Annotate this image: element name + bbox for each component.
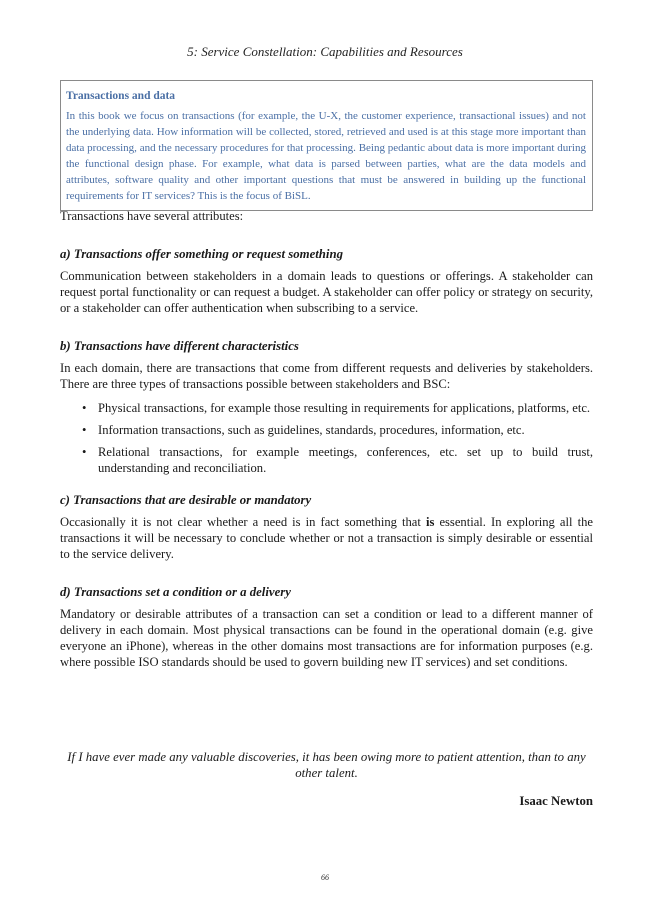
running-header: 5: Service Constellation: Capabilities and Resources bbox=[187, 44, 463, 59]
bullet-icon: • bbox=[82, 423, 87, 437]
section-c bbox=[60, 492, 593, 562]
bullet-icon: • bbox=[82, 445, 87, 459]
section-b bbox=[60, 338, 593, 476]
section-body bbox=[60, 514, 593, 562]
section-d bbox=[60, 584, 593, 670]
section-body: In each domain, there are transactions that come from different requests and deliveries by stakeholders. There are three types of transactions possible between stakeholders and BSC: bbox=[60, 361, 593, 391]
bullet-list bbox=[82, 400, 593, 476]
callout-title: Transactions and data bbox=[66, 90, 176, 102]
epigraph-quote: If I have ever made any valuable discoveries, it has been owing more to patient attention, than to any other talent. bbox=[67, 750, 586, 780]
section-heading: a) Transactions offer something or request something bbox=[60, 247, 343, 261]
intro-paragraph: Transactions have several attributes: bbox=[60, 209, 244, 223]
bullet-icon: • bbox=[82, 401, 87, 415]
section-body: Communication between stakeholders in a domain leads to questions or offerings. A stakeholder can request portal functionality or can request a budget. A stakeholder can offer policy or strategy on security, or a stakeholder can offer authentication when subscribing to a service. bbox=[60, 269, 593, 315]
callout-box bbox=[60, 80, 593, 211]
quote-author: Isaac Newton bbox=[519, 794, 593, 808]
section-a bbox=[60, 246, 593, 316]
page-number: 66 bbox=[321, 873, 329, 882]
section-body-end: essential. In exploring all the transactions it will be necessary to conclude whether or not a transaction is simply desirable or essential to the service delivery. bbox=[60, 515, 593, 561]
list-item bbox=[82, 422, 593, 438]
list-item bbox=[82, 444, 593, 476]
list-item bbox=[82, 400, 593, 416]
list-item-text: Information transactions, such as guidelines, standards, procedures, information, etc. bbox=[98, 423, 525, 437]
section-body-start: Occasionally it is not clear whether a need is in fact something that bbox=[60, 515, 426, 529]
section-body: Mandatory or desirable attributes of a transaction can set a condition or lead to a different manner of delivery in each domain. Most physical transactions can be found in the operational domain (e.g. give everyone an iPhone), whereas in the other domains most transactions are for information purposes (e.g. where possible ISO standards should be used to govern building new IT services) and set conditions. bbox=[60, 607, 593, 669]
main-content bbox=[60, 208, 593, 670]
list-item-text: Physical transactions, for example those resulting in requirements for applications, platforms, etc. bbox=[98, 401, 591, 415]
section-heading: d) Transactions set a condition or a delivery bbox=[60, 585, 291, 599]
list-item-text: Relational transactions, for example meetings, conferences, etc. set up to build trust, understanding and reconciliation. bbox=[98, 445, 593, 475]
emphasis-text: is bbox=[425, 515, 435, 529]
callout-body: In this book we focus on transactions (for example, the U-X, the customer experience, transactional issues) and not the underlying data. How information will be collected, stored, retrieved and used is at this stage more important than data processing, and the necessary procedures for that processing. Being pedantic about data is more important during the functional design phase. For example, what data is parsed between parties, what are the data models and attributes, software quality and other important questions that must be answered in building up the functional requirements for IT services? This is the focus of BiSL. bbox=[66, 110, 586, 202]
section-heading: b) Transactions have different characteristics bbox=[60, 339, 299, 353]
section-heading: c) Transactions that are desirable or mandatory bbox=[60, 493, 312, 507]
